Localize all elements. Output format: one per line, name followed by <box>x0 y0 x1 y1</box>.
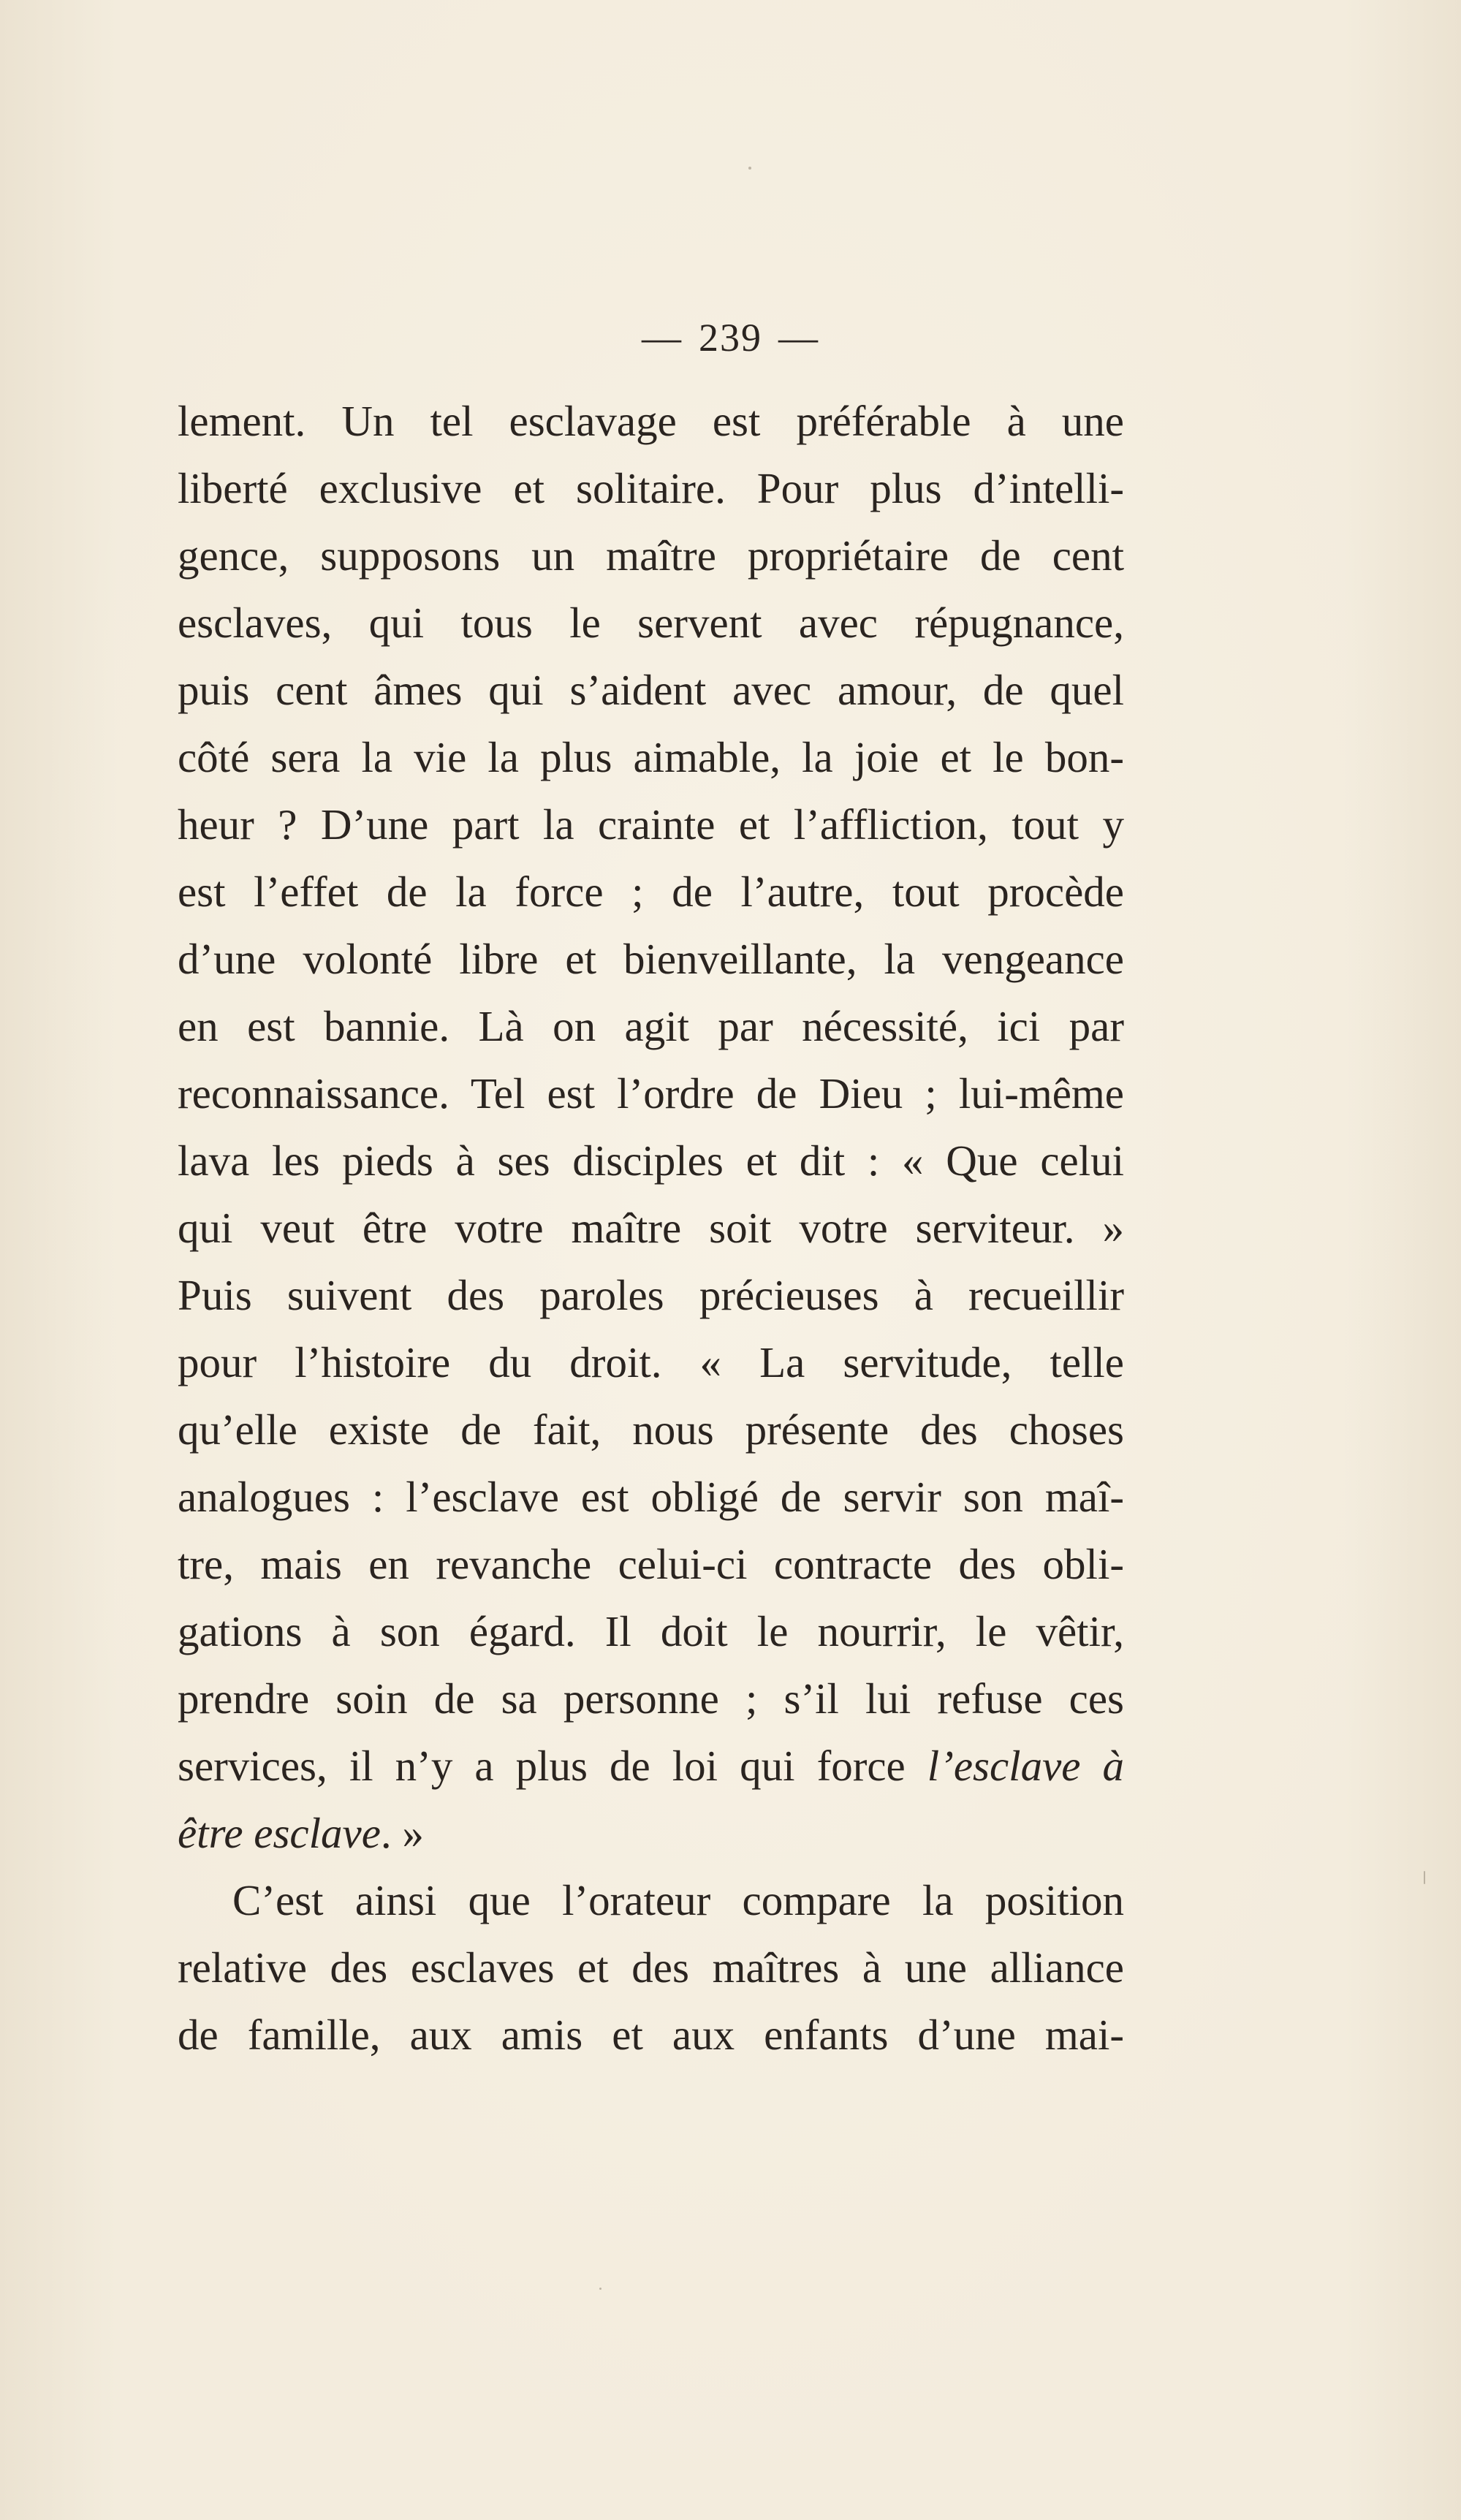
folio-dash-left: — <box>642 316 683 360</box>
text-line-mixed <box>178 1732 1124 1799</box>
folio-dash-right: — <box>778 316 819 360</box>
text-line: liberté exclusive et solitaire. Pour plus d’intelli- <box>178 464 1124 512</box>
text-line: de famille, aux amis et aux enfants d’une mai- <box>178 2011 1124 2059</box>
text-line: reconnaissance. Tel est l’ordre de Dieu ; lui-même <box>178 1069 1124 1117</box>
text-roman: services, il n’y a plus de loi qui force <box>178 1742 927 1790</box>
paper-speck <box>599 2288 602 2290</box>
text-line: lement. Un tel esclavage est préférable à une <box>178 397 1124 445</box>
text-line: Puis suivent des paroles précieuses à recueillir <box>178 1271 1124 1319</box>
text-line: gations à son égard. Il doit le nourrir, le vêtir, <box>178 1607 1124 1655</box>
text-line: gence, supposons un maître propriétaire de cent <box>178 531 1124 580</box>
text-line: puis cent âmes qui s’aident avec amour, de quel <box>178 666 1124 714</box>
text-line: heur ? D’une part la crainte et l’affliction, tout y <box>178 800 1124 849</box>
text-roman: . » <box>380 1809 424 1857</box>
paper-speck <box>748 167 751 170</box>
text-line: prendre soin de sa personne ; s’il lui refuse ces <box>178 1674 1124 1723</box>
text-line: est l’effet de la force ; de l’autre, tout procède <box>178 868 1124 916</box>
body-text <box>178 387 1124 2068</box>
text-line: lava les pieds à ses disciples et dit : « Que celui <box>178 1136 1124 1185</box>
text-line: esclaves, qui tous le servent avec répugnance, <box>178 599 1124 647</box>
text-line: en est bannie. Là on agit par nécessité, ici par <box>178 1002 1124 1050</box>
paper-speck <box>1424 1871 1425 1884</box>
text-italic: l’esclave à <box>927 1742 1124 1790</box>
text-line: relative des esclaves et des maîtres à une alliance <box>178 1943 1124 1992</box>
text-line: pour l’histoire du droit. « La servitude, telle <box>178 1338 1124 1386</box>
text-line: qui veut être votre maître soit votre serviteur. » <box>178 1204 1124 1252</box>
text-line: tre, mais en revanche celui-ci contracte des obli- <box>178 1540 1124 1588</box>
text-line: qu’elle existe de fait, nous présente des choses <box>178 1405 1124 1454</box>
paragraph-end-line <box>178 1799 1124 1867</box>
page-number: 239 <box>699 316 762 360</box>
text-italic: être esclave <box>178 1809 381 1857</box>
text-line: côté sera la vie la plus aimable, la joie et le bon- <box>178 733 1124 781</box>
paragraph-start-line: C’est ainsi que l’orateur compare la position <box>232 1876 1124 1924</box>
page-number-header <box>0 316 1461 360</box>
text-line: analogues : l’esclave est obligé de servir son maî- <box>178 1473 1124 1521</box>
text-line: d’une volonté libre et bienveillante, la vengeance <box>178 935 1124 983</box>
